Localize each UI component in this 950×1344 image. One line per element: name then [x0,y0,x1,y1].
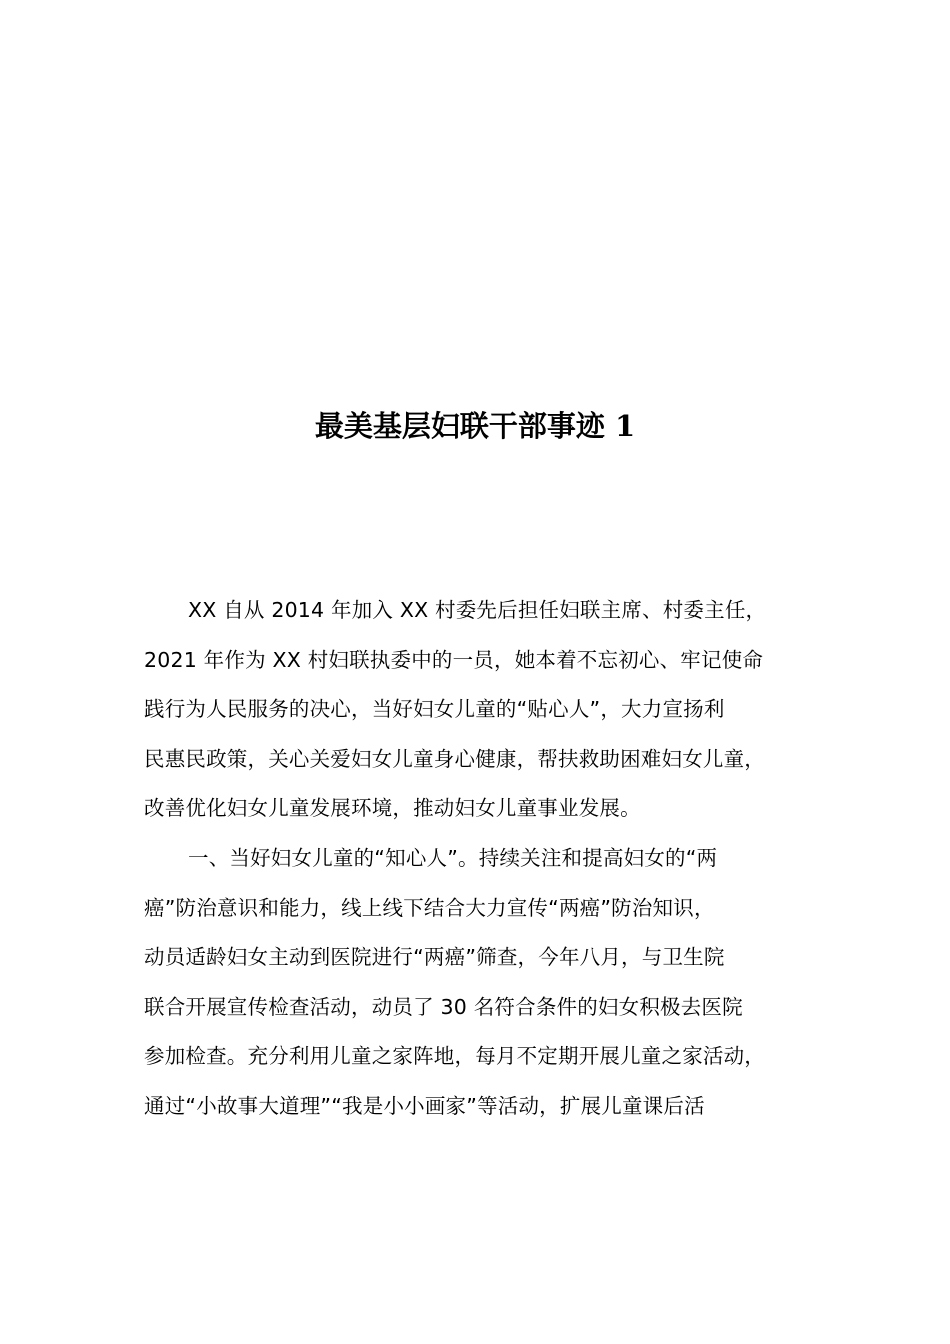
paragraph-line: 通过“小故事大道理”“我是小小画家”等活动，扩展儿童课后活 [144,1093,705,1118]
document-body [144,586,834,1132]
paragraph-line: 民惠民政策，关心关爱妇女儿童身心健康，帮扶救助困难妇女儿童， [144,746,765,771]
paragraph-line: 践行为人民服务的决心，当好妇女儿童的“贴心人”，大力宣扬利 [144,697,725,722]
paragraph-2 [144,834,834,1132]
paragraph-line: 改善优化妇女儿童发展环境，推动妇女儿童事业发展。 [144,796,641,821]
paragraph-1 [144,586,834,834]
paragraph-line: 癌”防治意识和能力，线上线下结合大力宣传“两癌”防治知识， [144,895,715,920]
paragraph-line: 联合开展宣传检查活动，动员了 30 名符合条件的妇女积极去医院 [144,994,743,1019]
paragraph-line: 一、当好妇女儿童的“知心人”。持续关注和提高妇女的“两 [188,845,718,870]
paragraph-line: XX 自从 2014 年加入 XX 村委先后担任妇联主席、村委主任， [188,598,767,622]
paragraph-line: 参加检查。充分利用儿童之家阵地，每月不定期开展儿童之家活动， [144,1044,765,1069]
document-title: 最美基层妇联干部事迹 1 [314,409,636,443]
paragraph-line: 2021 年作为 XX 村妇联执委中的一员，她本着不忘初心、牢记使命 [144,647,764,672]
paragraph-line: 动员适龄妇女主动到医院进行“两癌”筛查，今年八月，与卫生院 [144,945,725,970]
